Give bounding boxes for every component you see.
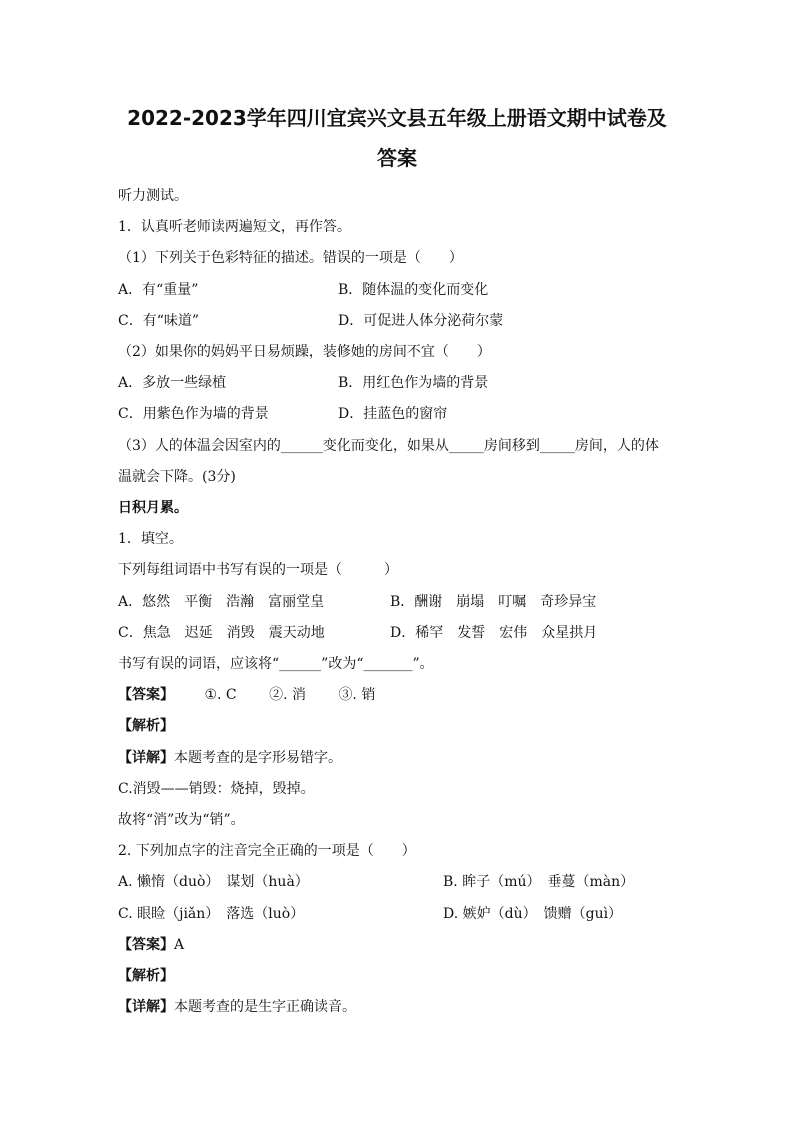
analysis-label: 【解析】 xyxy=(118,968,174,984)
question-1-3-line1: （3）人的体温会因室内的______变化而变化，如果从_____房间移到_____房间，人的体 xyxy=(118,438,659,454)
question-1-1: （1）下列关于色彩特征的描述。错误的一项是（ ） xyxy=(118,250,463,266)
question-2: 1．填空。 xyxy=(118,531,183,547)
detail-label: 【详解】 xyxy=(118,999,174,1015)
question-1-2-option-d: D．挂蓝色的窗帘 xyxy=(338,406,448,422)
answer-label: 【答案】 xyxy=(118,687,174,703)
question-1: 1．认真听老师读两遍短文，再作答。 xyxy=(118,219,351,235)
question-3-detail xyxy=(118,999,356,1015)
question-1-1-option-d: D．可促进人体分泌荷尔蒙 xyxy=(338,313,504,329)
question-1-2-option-b: B．用红色作为墙的背景 xyxy=(338,375,489,391)
question-1-1-option-a: A．有“重量” xyxy=(118,282,199,298)
question-1-3-line2: 温就会下降。(3分) xyxy=(118,469,236,485)
question-2-explanation-2: 故将“消”改为“销”。 xyxy=(118,812,245,828)
document-title-line2: 答案 xyxy=(377,146,417,170)
question-1-2-option-c: C．用紫色作为墙的背景 xyxy=(118,406,269,422)
answer-label: 【答案】 xyxy=(118,937,174,953)
section-listening: 听力测试。 xyxy=(118,188,188,204)
question-3-answer xyxy=(118,937,184,953)
document-title-line1: 2022-2023学年四川宜宾兴文县五年级上册语文期中试卷及 xyxy=(127,106,667,130)
question-3-option-d: D. 嫉妒（dù） 馈赠（guì） xyxy=(443,906,623,922)
answer-value: A xyxy=(174,937,185,953)
question-2-answer xyxy=(118,687,375,703)
question-2-option-c: C．焦急 迟延 消毁 震天动地 xyxy=(118,625,325,641)
question-3-option-a: A. 懒惰（duò） 谋划（huà） xyxy=(118,874,309,890)
question-1-2: （2）如果你的妈妈平日易烦躁，装修她的房间不宜（ ） xyxy=(118,344,491,360)
section-accumulation: 日积月累。 xyxy=(118,500,188,516)
detail-text: 本题考查的是字形易错字。 xyxy=(174,750,342,766)
question-3-option-b: B. 眸子（mú） 垂蔓（màn） xyxy=(443,874,635,890)
question-1-2-option-a: A．多放一些绿植 xyxy=(118,375,227,391)
question-2-option-b: B．酬谢 崩塌 叮嘱 奇珍异宝 xyxy=(390,594,597,610)
question-1-1-option-b: B．随体温的变化而变化 xyxy=(338,282,489,298)
question-2-stem: 下列每组词语中书写有误的一项是（ ） xyxy=(118,562,398,578)
question-2-fill: 书写有误的词语，应该将“______”改为“_______”。 xyxy=(118,656,434,672)
question-2-option-a: A．悠然 平衡 浩瀚 富丽堂皇 xyxy=(118,594,325,610)
answer-item-1: ①. C xyxy=(204,687,237,703)
question-2-explanation-1: C.消毁——销毁：烧掉，毁掉。 xyxy=(118,781,315,797)
question-3-option-c: C. 眼睑（jiǎn） 落选（luò） xyxy=(118,906,305,922)
question-3: 2. 下列加点字的注音完全正确的一项是（ ） xyxy=(118,843,416,859)
detail-text: 本题考查的是生字正确读音。 xyxy=(174,999,356,1015)
answer-item-2: ②. 消 xyxy=(269,687,306,703)
analysis-label: 【解析】 xyxy=(118,718,174,734)
question-2-detail xyxy=(118,750,342,766)
question-1-1-option-c: C．有“味道” xyxy=(118,313,200,329)
question-2-option-d: D．稀罕 发誓 宏伟 众星拱月 xyxy=(390,625,598,641)
detail-label: 【详解】 xyxy=(118,750,174,766)
answer-item-3: ③. 销 xyxy=(338,687,376,703)
